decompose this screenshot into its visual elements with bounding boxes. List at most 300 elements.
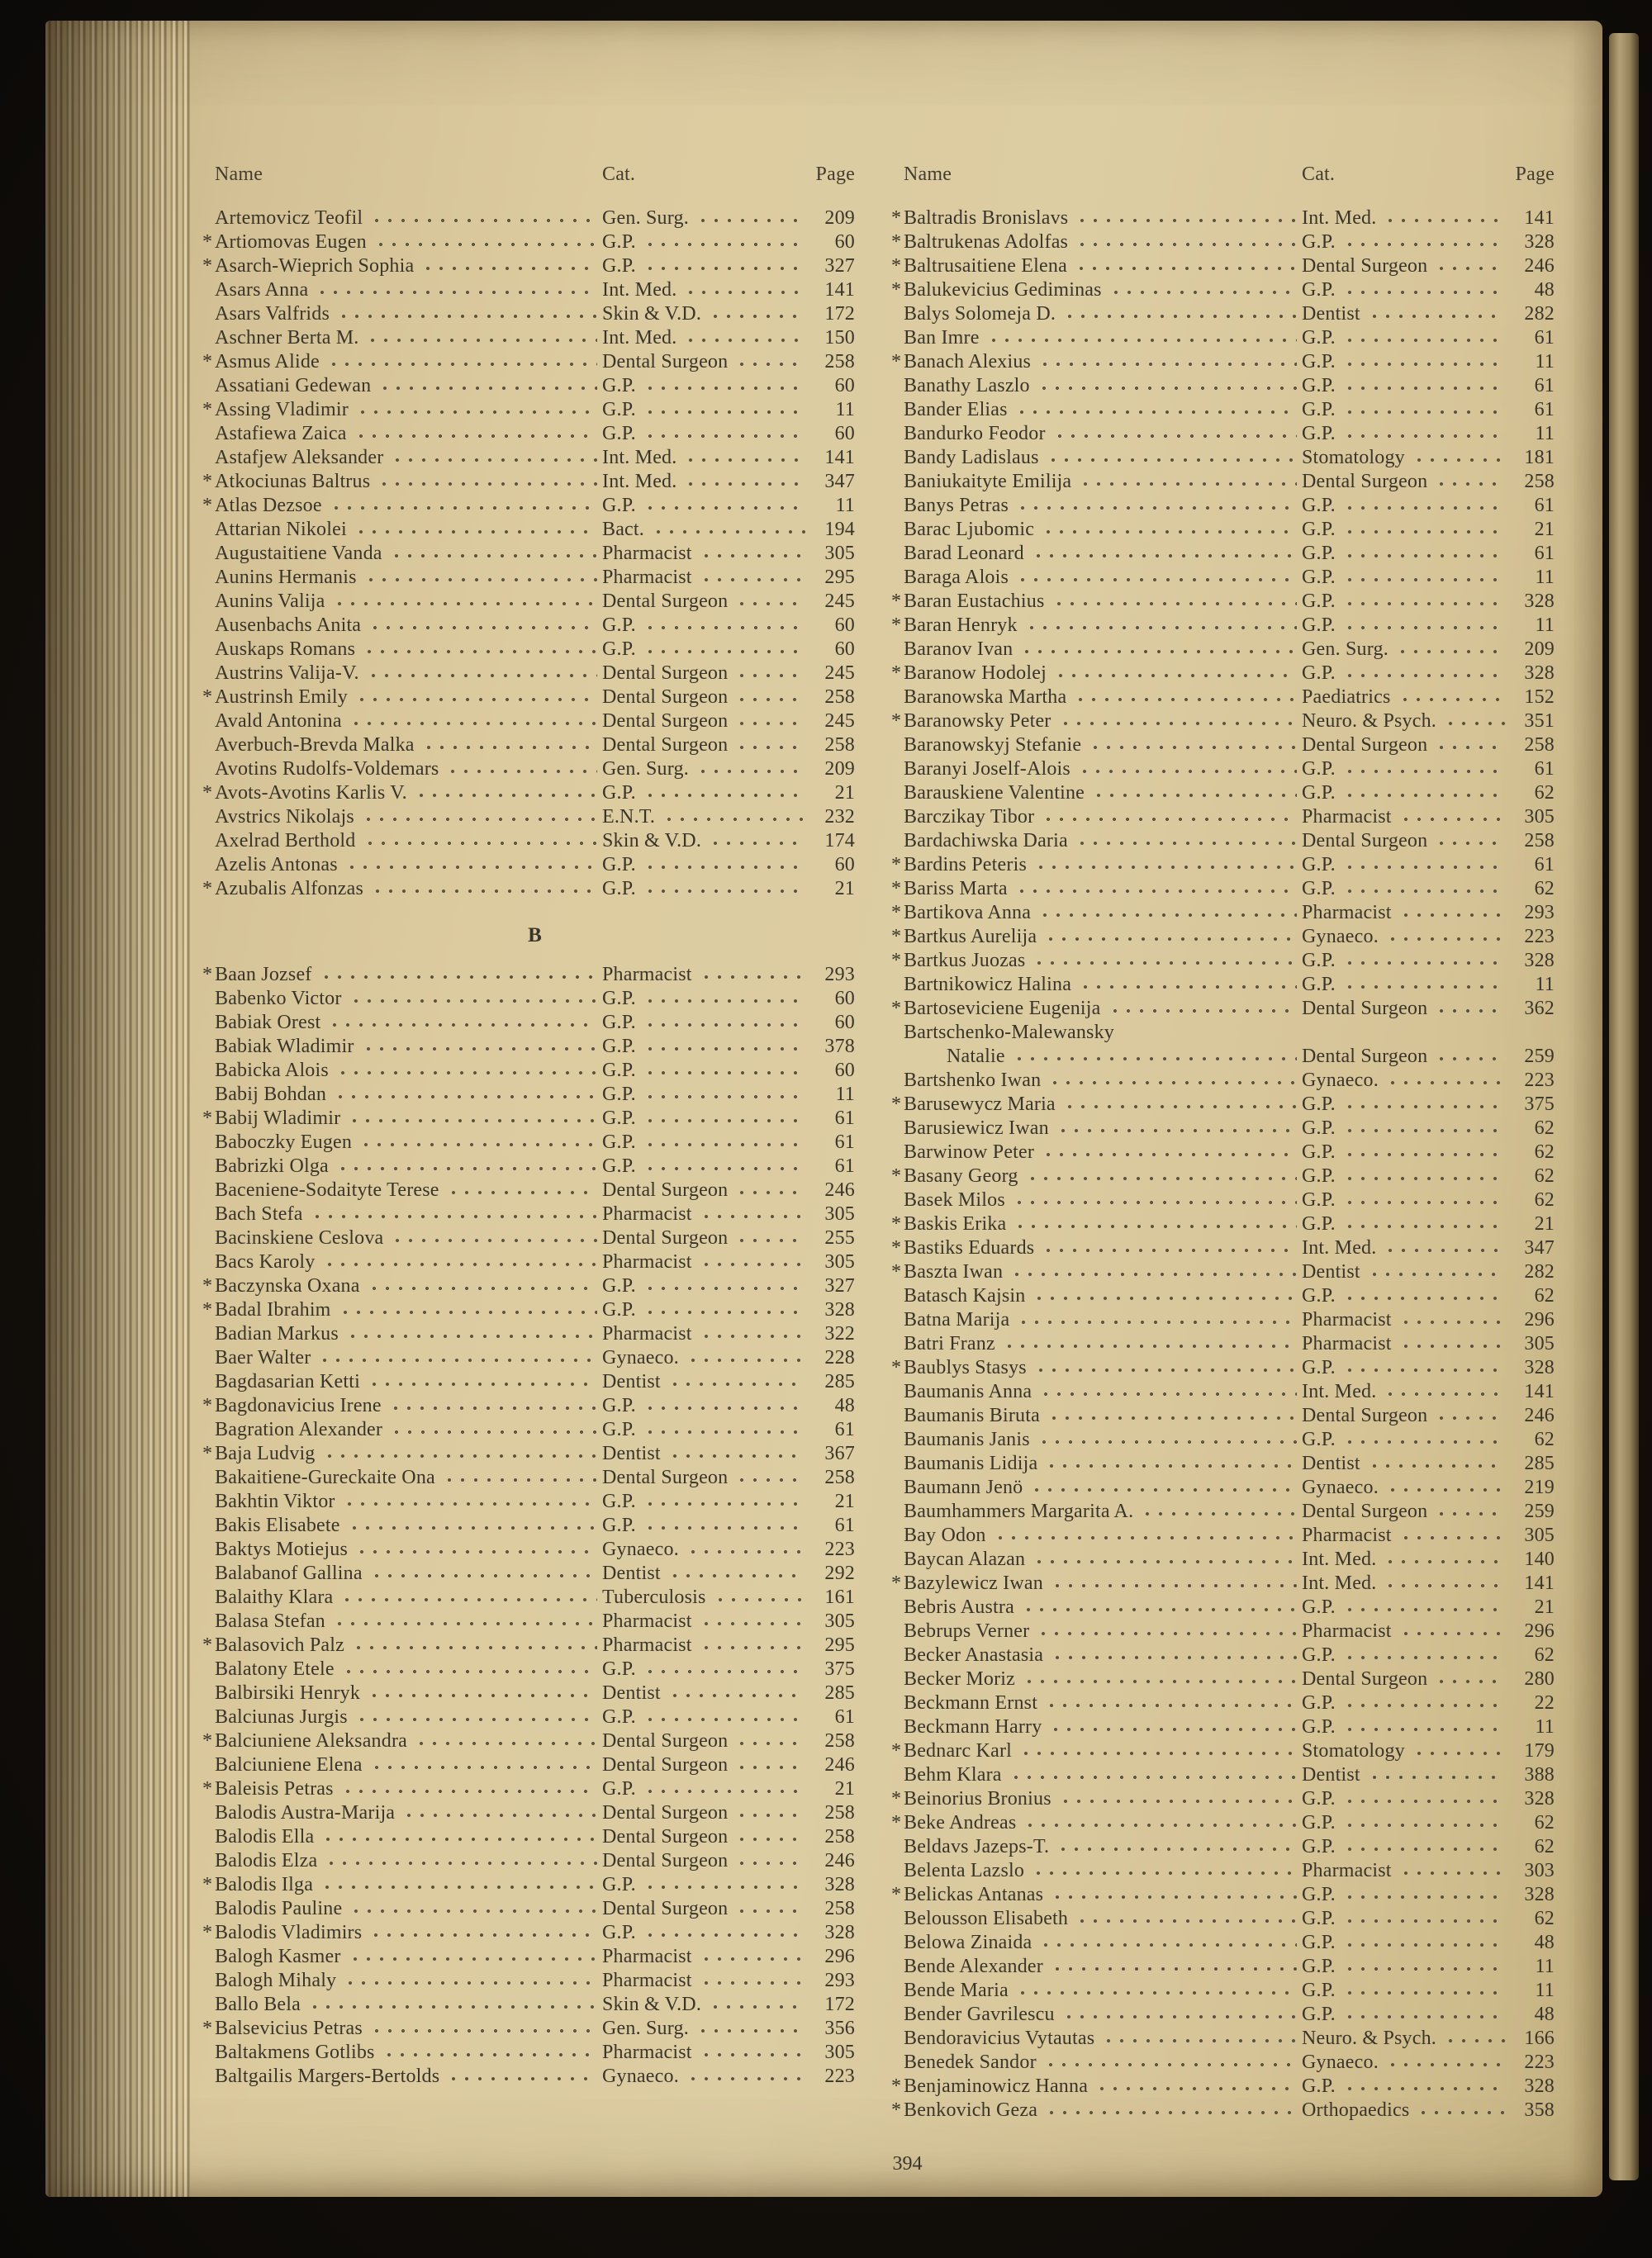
entry-page: 11 [1535, 974, 1555, 995]
dot-leader [735, 1801, 805, 1825]
entry-page: 356 [824, 2018, 855, 2039]
entry-category: G.P. [602, 1778, 636, 1800]
entry-name: Balaithy Klara [215, 1587, 334, 1608]
entry-category: Neuro. & Psych. [1302, 2028, 1436, 2049]
dot-leader [643, 1011, 805, 1035]
directory-entry [202, 685, 855, 709]
asterisk-mark: * [891, 279, 902, 301]
directory-entry [891, 709, 1555, 733]
entry-page: 367 [824, 1443, 855, 1464]
dot-leader [643, 1083, 805, 1107]
directory-entry [215, 1203, 855, 1226]
directory-entry [202, 1729, 855, 1753]
dot-leader [1343, 398, 1505, 422]
entry-name: Bardachiwska Daria [904, 830, 1068, 851]
directory-entry [215, 1322, 855, 1346]
directory-entry [215, 1945, 855, 1969]
asterisk-mark: * [891, 255, 902, 277]
entry-name: * Bednarc Karl [891, 1740, 1013, 1762]
entry-page: 141 [1524, 1381, 1555, 1402]
dot-leader [1343, 1596, 1505, 1620]
entry-category: Dental Surgeon [1302, 734, 1428, 756]
dot-leader [402, 1801, 597, 1825]
dot-leader [643, 230, 805, 254]
directory-entry [904, 781, 1555, 805]
asterisk-mark: * [891, 351, 902, 372]
directory-entry [904, 1500, 1555, 1524]
dot-leader [1343, 1835, 1505, 1859]
entry-page: 11 [1535, 1980, 1555, 2001]
dot-leader [364, 566, 597, 590]
entry-page: 48 [1534, 279, 1555, 301]
dot-leader [643, 987, 805, 1011]
directory-entry [891, 2099, 1555, 2123]
dot-leader [342, 1658, 597, 1682]
dot-leader [684, 278, 805, 302]
directory-entry [215, 1801, 855, 1825]
entry-name: Barczikay Tibor [904, 806, 1035, 828]
dot-leader [1417, 2099, 1505, 2123]
entry-page: 282 [1524, 303, 1555, 325]
directory-entry [891, 853, 1555, 877]
entry-page: 258 [824, 1898, 855, 1919]
entry-page: 388 [1524, 1764, 1555, 1786]
entry-page: 285 [1524, 1453, 1555, 1474]
dot-leader [1343, 1907, 1505, 1931]
dot-leader [686, 2065, 805, 2089]
dot-leader [1075, 230, 1297, 254]
dot-leader [735, 1825, 805, 1849]
dot-leader [735, 1849, 805, 1873]
directory-entry [904, 1691, 1555, 1715]
directory-entry [215, 805, 855, 829]
dot-leader [1049, 1715, 1297, 1739]
entry-page: 327 [824, 255, 855, 277]
directory-entry [904, 1907, 1555, 1931]
entry-category: Dental Surgeon [1302, 830, 1428, 851]
dot-leader [1399, 1308, 1505, 1332]
asterisk-mark: * [891, 2075, 902, 2097]
entry-name: Baktys Motiejus [215, 1539, 349, 1560]
directory-entry [215, 1514, 855, 1538]
dot-leader [349, 709, 597, 733]
directory-entry [202, 254, 855, 278]
dot-leader [1079, 973, 1297, 997]
dot-leader [1343, 1212, 1505, 1236]
entry-category: Paediatrics [1302, 686, 1391, 708]
entry-page: 305 [1524, 1333, 1555, 1354]
asterisk-mark: * [891, 2099, 902, 2121]
directory-entry [215, 1370, 855, 1394]
entry-name: * Baszta Iwan [891, 1261, 1004, 1283]
entry-category: Gynaeco. [1302, 1477, 1379, 1498]
directory-entry [215, 1586, 855, 1610]
dot-leader [341, 1777, 597, 1801]
entry-name: * Benjaminowicz Hanna [891, 2075, 1089, 2097]
entry-category: G.P. [1302, 1357, 1336, 1378]
entry-name: * Baja Ludvig [202, 1443, 316, 1464]
directory-entry [215, 614, 855, 638]
directory-entry [904, 1332, 1555, 1356]
entry-page: 141 [1524, 1573, 1555, 1594]
entry-page: 60 [834, 614, 855, 636]
entry-page: 61 [834, 1419, 855, 1440]
entry-page: 48 [1534, 2004, 1555, 2025]
entry-category: G.P. [1302, 1596, 1336, 1618]
header-page: Page [1515, 164, 1555, 185]
dot-leader [1051, 1572, 1297, 1596]
entry-name: * Baran Henryk [891, 614, 1018, 636]
directory-entry [891, 949, 1555, 973]
dot-leader [325, 1849, 597, 1873]
entry-page: 21 [834, 1491, 855, 1512]
entry-category: Dental Surgeon [602, 662, 729, 684]
entry-page: 62 [1534, 1812, 1555, 1833]
dot-leader [1343, 1811, 1505, 1835]
entry-category: Int. Med. [1302, 207, 1377, 229]
asterisk-mark: * [891, 1884, 902, 1905]
entry-category: Pharmacist [1302, 1620, 1392, 1642]
dot-leader [390, 542, 597, 566]
dot-leader [643, 1131, 805, 1155]
directory-entry [904, 1524, 1555, 1548]
asterisk-mark: * [891, 591, 902, 612]
entry-name: Badian Markus [215, 1323, 339, 1345]
dot-leader [334, 1083, 597, 1107]
entry-category: Pharmacist [1302, 1309, 1392, 1331]
directory-entry [215, 829, 855, 853]
entry-name: * Belickas Antanas [891, 1884, 1044, 1905]
entry-category: G.P. [602, 782, 636, 804]
dot-leader [1343, 1188, 1505, 1212]
dot-leader [652, 518, 805, 542]
entry-page: 48 [1534, 1932, 1555, 1953]
entry-page: 305 [824, 1251, 855, 1273]
dot-leader [643, 1490, 805, 1514]
entry-category: Skin & V.D. [602, 1994, 702, 2015]
entry-page: 305 [824, 1203, 855, 1225]
directory-entry [215, 446, 855, 470]
entry-page: 61 [1534, 327, 1555, 349]
dot-leader [668, 1442, 805, 1466]
dot-leader [643, 374, 805, 398]
entry-name: Baer Walter [215, 1347, 311, 1369]
asterisk-mark: * [891, 1093, 902, 1115]
dot-leader [354, 422, 597, 446]
dot-leader [684, 326, 805, 350]
directory-entry [891, 1883, 1555, 1907]
entry-page: 258 [824, 686, 855, 708]
entry-category: G.P. [1302, 662, 1336, 684]
dot-leader [1141, 1500, 1297, 1524]
dot-leader [696, 757, 805, 781]
entry-name: Baltakmens Gotlibs [215, 2042, 375, 2063]
dot-leader [1386, 2051, 1505, 2075]
directory-entry [215, 1610, 855, 1634]
entry-category: Dental Surgeon [1302, 998, 1428, 1019]
entry-category: G.P. [1302, 1932, 1336, 1953]
entry-name: Babiak Orest [215, 1012, 321, 1033]
dot-leader [343, 1490, 597, 1514]
directory-entry [904, 2051, 1555, 2075]
directory-entry [904, 446, 1555, 470]
entry-name: Assatiani Gedewan [215, 375, 372, 396]
directory-entry [904, 1596, 1555, 1620]
dot-leader [1034, 853, 1297, 877]
entry-page: 223 [1524, 1070, 1555, 1091]
entry-name: Basek Milos [904, 1189, 1005, 1211]
entry-name: Balciuniene Elena [215, 1754, 363, 1776]
dot-leader [1343, 1356, 1505, 1380]
asterisk-mark: * [891, 854, 902, 875]
entry-page: 60 [834, 1060, 855, 1081]
entry-page: 21 [1534, 1213, 1555, 1235]
entry-category: Dental Surgeon [1302, 1668, 1428, 1690]
asterisk-mark: * [202, 255, 213, 277]
asterisk-mark: * [891, 1740, 902, 1762]
entry-category: G.P. [602, 1108, 636, 1129]
dot-leader [1435, 1500, 1505, 1524]
dot-leader [370, 1753, 597, 1777]
dot-leader [1343, 230, 1505, 254]
entry-page: 179 [1524, 1740, 1555, 1762]
entry-category: G.P. [602, 399, 636, 420]
entry-page: 322 [824, 1323, 855, 1345]
directory-entry [904, 1308, 1555, 1332]
entry-category: Stomatology [1302, 447, 1405, 468]
dot-leader [1399, 1859, 1505, 1883]
entry-category: G.P. [602, 255, 636, 277]
dot-leader [1016, 1979, 1297, 2003]
dot-leader [1042, 518, 1297, 542]
dot-leader [643, 254, 805, 278]
entry-page: 375 [824, 1658, 855, 1680]
dot-leader [1048, 1069, 1297, 1093]
dot-leader [422, 733, 597, 757]
directory-entry [891, 1260, 1555, 1284]
entry-page: 61 [1534, 854, 1555, 875]
entry-name: Azelis Antonas [215, 854, 338, 875]
entry-name: * Balsevicius Petras [202, 2018, 363, 2039]
entry-page: 11 [1535, 351, 1555, 372]
entry-category: Gen. Surg. [1302, 638, 1389, 660]
dot-leader [1044, 925, 1297, 949]
dot-leader [714, 1586, 805, 1610]
dot-leader [362, 1035, 597, 1059]
entry-category: G.P. [1302, 423, 1336, 444]
asterisk-mark: * [202, 351, 213, 372]
dot-leader [1059, 1787, 1297, 1811]
dot-leader [1017, 1308, 1297, 1332]
directory-entry [904, 1931, 1555, 1955]
entry-name: Baumhammers Margarita A. [904, 1501, 1134, 1522]
dot-leader [1059, 709, 1298, 733]
entry-name: Behm Klara [904, 1764, 1002, 1786]
entry-name: Augustaitiene Vanda [215, 543, 382, 564]
dot-leader [1051, 1955, 1297, 1979]
directory-entry [215, 206, 855, 230]
entry-name: Balys Solomeja D. [904, 303, 1056, 325]
asterisk-mark: * [202, 1778, 213, 1800]
entry-category: G.P. [1302, 1117, 1336, 1139]
entry-category: Pharmacist [1302, 1525, 1392, 1546]
entry-category: G.P. [1302, 543, 1336, 564]
entry-category: Pharmacist [602, 1946, 692, 1967]
entry-name: Bandurko Feodor [904, 423, 1046, 444]
directory-entry [904, 733, 1555, 757]
entry-category: G.P. [1302, 351, 1336, 372]
entry-category: Dental Surgeon [602, 1179, 729, 1201]
directory-entry [215, 1035, 855, 1059]
entry-page: 62 [1534, 1644, 1555, 1666]
entry-name: * Banach Alexius [891, 351, 1032, 372]
entry-name: Becker Anastasia [904, 1644, 1044, 1666]
directory-entry [202, 1442, 855, 1466]
entry-page: 141 [824, 279, 855, 301]
dot-leader [643, 1873, 805, 1897]
entry-category: G.P. [602, 423, 636, 444]
dot-leader [1368, 1260, 1505, 1284]
dot-leader [643, 1921, 805, 1945]
asterisk-mark: * [202, 1395, 213, 1416]
entry-page: 258 [824, 1467, 855, 1488]
entry-category: G.P. [602, 1658, 636, 1680]
directory-entry [202, 1107, 855, 1131]
entry-name: Attarian Nikolei [215, 519, 347, 540]
asterisk-mark: * [891, 878, 902, 899]
dot-leader [390, 1418, 597, 1442]
entry-category: Int. Med. [1302, 1573, 1377, 1594]
entry-page: 246 [824, 1850, 855, 1871]
entry-name: Averbuch-Brevda Malka [215, 734, 415, 756]
asterisk-mark: * [202, 964, 213, 985]
directory-entry [215, 2041, 855, 2065]
entry-category: G.P. [1302, 1165, 1336, 1187]
asterisk-mark: * [202, 1922, 213, 1943]
directory-entry [215, 422, 855, 446]
dot-leader [308, 1993, 597, 2017]
entry-page: 48 [834, 1395, 855, 1416]
entry-category: G.P. [1302, 399, 1336, 420]
entry-category: G.P. [602, 1874, 636, 1895]
asterisk-mark: * [202, 1874, 213, 1895]
entry-page: 378 [824, 1036, 855, 1057]
dot-leader [1399, 1524, 1505, 1548]
dot-leader [1038, 350, 1297, 374]
entry-name: * Azubalis Alfonzas [202, 878, 364, 899]
entry-name: * Barusewycz Maria [891, 1093, 1056, 1115]
entry-category: Dental Surgeon [1302, 1501, 1428, 1522]
entry-category: Dental Surgeon [1302, 1405, 1428, 1426]
entry-name: Bende Alexander [904, 1956, 1043, 1977]
entry-page: 328 [824, 1299, 855, 1321]
entry-page: 258 [824, 1802, 855, 1824]
dot-leader [1343, 1093, 1505, 1117]
dot-leader [735, 1753, 805, 1777]
entry-page: 258 [824, 351, 855, 372]
dot-leader [1368, 1452, 1505, 1476]
entry-category: Dental Surgeon [602, 1850, 729, 1871]
dot-leader [421, 254, 597, 278]
asterisk-mark: * [891, 998, 902, 1019]
dot-leader [1063, 1093, 1297, 1117]
entry-category: Dental Surgeon [602, 734, 729, 756]
dot-leader [443, 1466, 597, 1490]
dot-leader [700, 2041, 805, 2065]
asterisk-mark: * [891, 1812, 902, 1833]
dot-leader [1435, 470, 1505, 494]
entry-name: * Baltradis Bronislavs [891, 207, 1069, 229]
entry-page: 245 [824, 710, 855, 732]
asterisk-mark: * [891, 207, 902, 229]
entry-name: Balatony Etele [215, 1658, 335, 1680]
directory-entry [904, 973, 1555, 997]
directory-entry [215, 1131, 855, 1155]
asterisk-mark: * [202, 782, 213, 804]
entry-category: Int. Med. [602, 327, 677, 349]
entry-name: Bander Elias [904, 399, 1008, 420]
dot-leader [643, 614, 805, 638]
dot-leader [686, 1346, 805, 1370]
entry-category: G.P. [1302, 1429, 1336, 1450]
entry-category: G.P. [602, 1299, 636, 1321]
dot-leader [370, 1562, 597, 1586]
left-column [202, 163, 855, 2123]
entry-page: 258 [1524, 830, 1555, 851]
entry-name: Artemovicz Teofil [215, 207, 363, 229]
entry-page: 150 [824, 327, 855, 349]
entry-name: * Baltrukenas Adolfas [891, 231, 1069, 253]
directory-entry [215, 374, 855, 398]
entry-page: 21 [1534, 519, 1555, 540]
entry-name: Bakis Elisabete [215, 1515, 340, 1536]
dot-leader [1075, 1907, 1297, 1931]
entry-page: 61 [834, 1155, 855, 1177]
dot-leader [374, 230, 597, 254]
entry-page: 246 [824, 1754, 855, 1776]
directory-entry [202, 470, 855, 494]
dot-leader [363, 829, 598, 853]
entry-page: 21 [834, 1778, 855, 1800]
entry-page: 258 [1524, 734, 1555, 756]
dot-leader [1444, 2027, 1505, 2051]
entry-category: G.P. [1302, 1980, 1336, 2001]
directory-entry [904, 1284, 1555, 1308]
directory-entry [891, 2075, 1555, 2099]
entry-name: Beckmann Harry [904, 1716, 1042, 1738]
entry-category: Dentist [1302, 1261, 1360, 1283]
dot-leader [668, 1562, 805, 1586]
dot-leader [1343, 422, 1505, 446]
entry-category: G.P. [1302, 614, 1336, 636]
dot-leader [369, 1921, 597, 1945]
entry-page: 61 [834, 1108, 855, 1129]
entry-page: 174 [824, 830, 855, 851]
dot-leader [446, 757, 597, 781]
entry-page: 327 [824, 1275, 855, 1297]
directory-entry [891, 1811, 1555, 1835]
dot-leader [1384, 1236, 1505, 1260]
entry-category: Pharmacist [602, 1203, 692, 1225]
directory-entry [904, 1620, 1555, 1644]
asterisk-mark: * [891, 950, 902, 971]
entry-category: G.P. [1302, 1836, 1336, 1857]
entry-name: * Balodis Ilga [202, 1874, 314, 1895]
entry-page: 61 [1534, 375, 1555, 396]
entry-category: G.P. [1302, 567, 1336, 588]
entry-category: Tuberculosis [602, 1587, 706, 1608]
directory-entry [202, 494, 855, 518]
